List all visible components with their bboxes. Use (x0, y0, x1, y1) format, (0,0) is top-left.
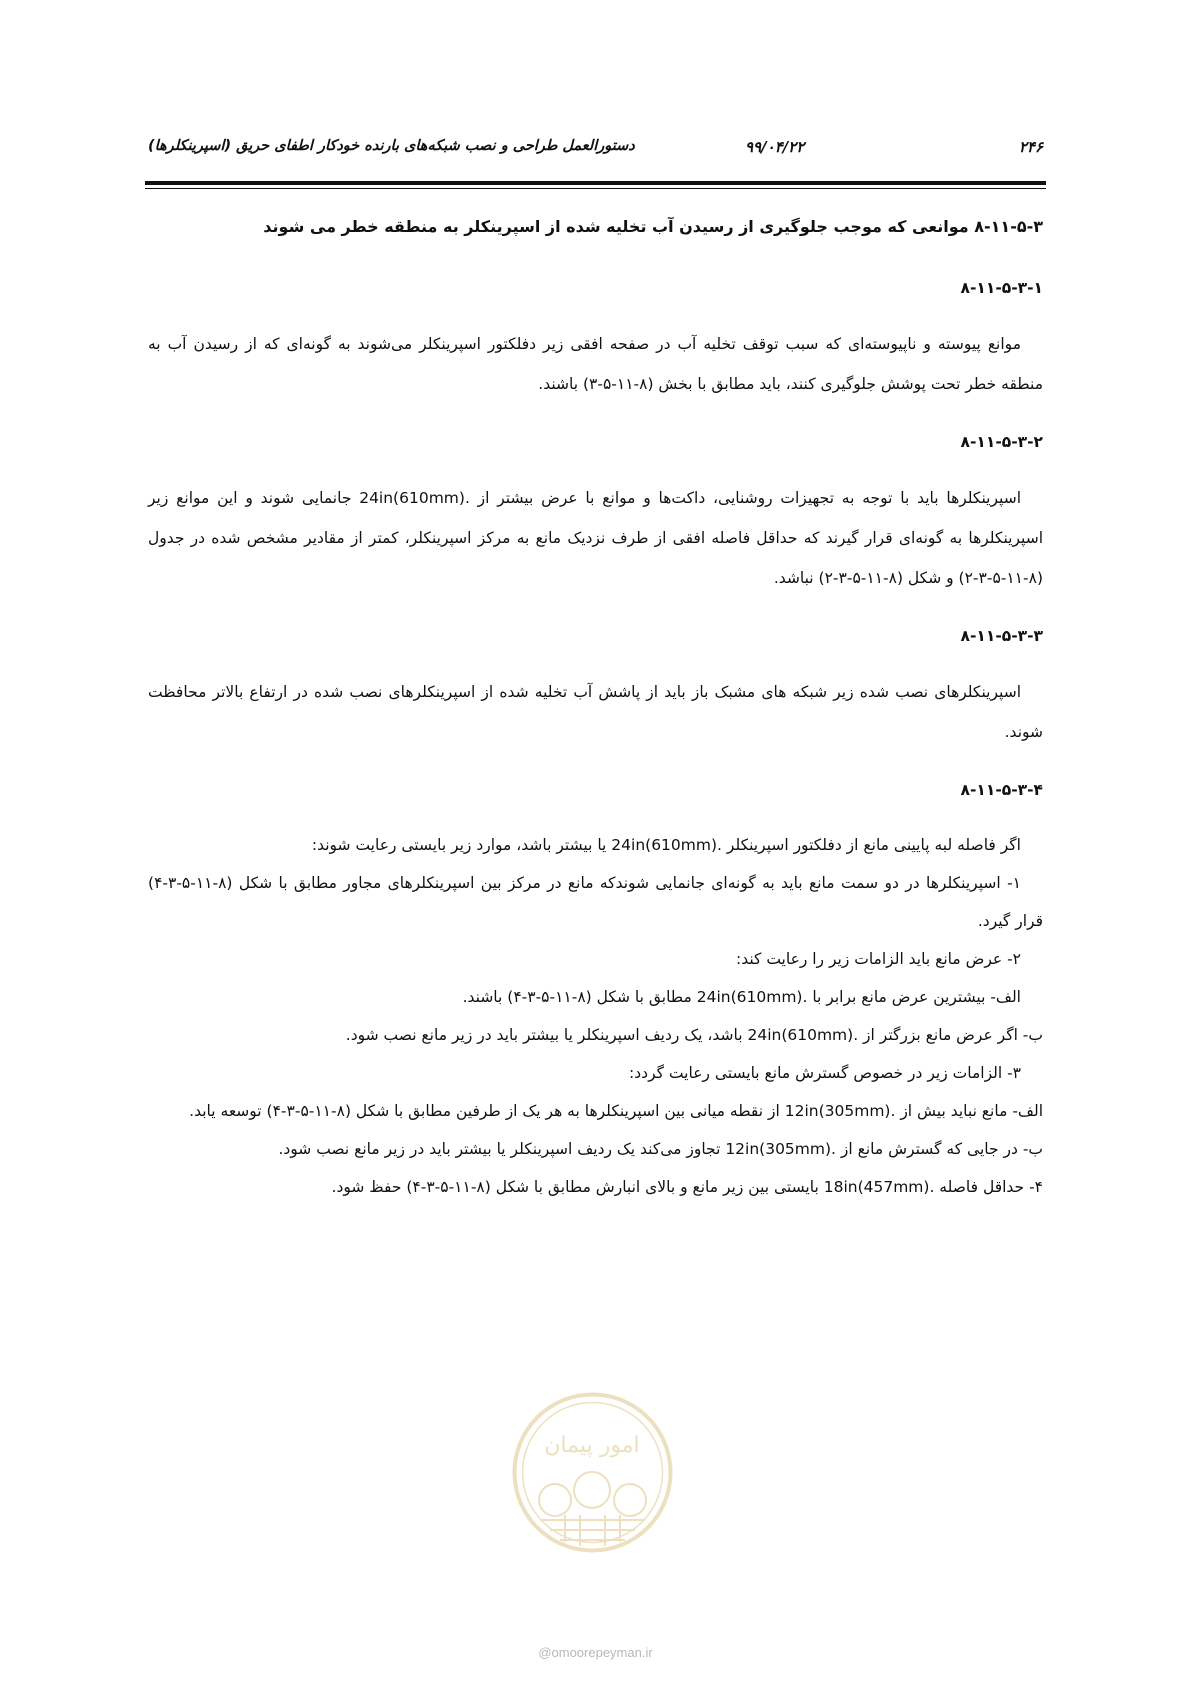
subsection-number: ۸-۱۱-۵-۳-۴ (960, 781, 1043, 799)
document-body (148, 212, 1043, 1206)
page-header (148, 136, 1043, 164)
list-item: ۴- حداقل فاصله .18in(457mm) بایستی بین زیر مانع و بالای انبارش مطابق با شکل (۸-۱۱-۵-۳-۴) حفظ شود. (331, 1178, 1043, 1196)
subsection-paragraph: اسپرینکلرها باید با توجه به تجهیزات روشنایی، داکت‌ها و موانع با عرض بیشتر از .24in(610mm) جانمایی شوند و این موانع زیر اسپرینکلرها به گونه‌ای قرار گیرند که حداقل فاصله افقی از طرف نزدیک مانع به مرکز اسپرینکلر، کمتر از مقادیر مشخص شده در جدول (۸-۱۱-۵-۳-۲) و شکل (۸-۱۱-۵-۳-۲) نباشد. (148, 489, 1043, 587)
list-item: ب- در جایی که گسترش مانع از .12in(305mm) تجاوز می‌کند یک ردیف اسپرینکلر یا بیشتر باید در زیر مانع نصب شود. (278, 1140, 1043, 1158)
list-item: الف- مانع نباید بیش از .12in(305mm) از نقطه میانی بین اسپرینکلرها به هر یک از طرفین مطابق با شکل (۸-۱۱-۵-۳-۴) توسعه یابد. (189, 1102, 1043, 1120)
list-item: ۲- عرض مانع باید الزامات زیر را رعایت کند: (735, 950, 1021, 968)
subsection-number: ۸-۱۱-۵-۳-۲ (960, 433, 1043, 451)
list-item: الف- بیشترین عرض مانع برابر با .24in(610mm) مطابق با شکل (۸-۱۱-۵-۳-۴) باشند. (462, 988, 1021, 1006)
requirements-list (148, 826, 1043, 1206)
header-date: ۹۹/۰۴/۲۲ (745, 138, 805, 156)
watermark-logo-icon (510, 1390, 675, 1555)
subsection-number: ۸-۱۱-۵-۳-۱ (960, 279, 1043, 297)
watermark-site: @omoorepeyman.ir (538, 1645, 653, 1660)
watermark-logo-text: امور پیمان (544, 1433, 640, 1458)
subsection-paragraph: اسپرینکلرهای نصب شده زیر شبکه های مشبک باز باید از پاشش آب تخلیه شده از اسپرینکلرهای نصب شده در ارتفاع بالاتر محافظت شوند. (148, 683, 1043, 741)
running-title: دستورالعمل طراحی و نصب شبکه‌های بارنده خودکار اطفای حریق (اسپرینکلرها) (148, 138, 635, 154)
list-item: ۳- الزامات زیر در خصوص گسترش مانع بایستی رعایت گردد: (629, 1064, 1021, 1082)
list-item: ب- اگر عرض مانع بزرگتر از .24in(610mm) باشد، یک ردیف اسپرینکلر یا بیشتر باید در زیر مانع نصب شود. (345, 1026, 1043, 1044)
page-number: ۲۴۶ (1018, 138, 1043, 156)
header-rule (145, 181, 1046, 185)
section-heading: ۸-۱۱-۵-۳ موانعی که موجب جلوگیری از رسیدن آب تخلیه شده از اسپرینکلر به منطقه خطر می شوند (263, 217, 1043, 236)
subsection-paragraph: موانع پیوسته و ناپیوسته‌ای که سبب توقف تخلیه آب در صفحه افقی زیر دفلکتور اسپرینکلر می‌شوند به گونه‌ای که از رسیدن آب به منطقه خطر تحت پوشش جلوگیری کنند، باید مطابق با بخش (۸-۱۱-۵-۳) باشند. (148, 335, 1043, 393)
header-rule-thin (145, 188, 1046, 189)
subsection-number: ۸-۱۱-۵-۳-۳ (960, 627, 1043, 645)
list-item: اگر فاصله لبه پایینی مانع از دفلکتور اسپرینکلر .24in(610mm) یا بیشتر باشد، موارد زیر بایستی رعایت شوند: (311, 836, 1021, 854)
list-item: ۱- اسپرینکلرها در دو سمت مانع باید به گونه‌ای جانمایی شوندکه مانع در مرکز بین اسپرینکلرهای مجاور مطابق با شکل (۸-۱۱-۵-۳-۴) قرار گیرد. (148, 874, 1043, 930)
